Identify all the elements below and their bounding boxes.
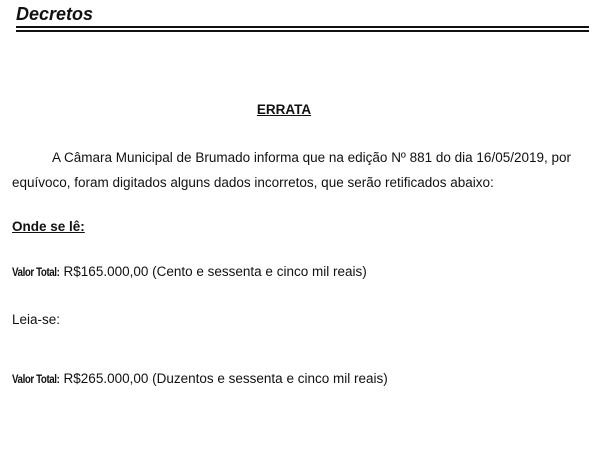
value-text: R$165.000,00 (Cento e sessenta e cinco mil reais) [63,264,367,279]
correct-value-line [12,371,388,386]
wrong-value-line [12,264,367,279]
paragraph-line-2: equívoco, foram digitados alguns dados incorretos, que serão retificados abaixo: [12,175,494,190]
onde-se-le-heading: Onde se lê: [12,219,85,234]
section-heading: Decretos [16,4,94,24]
heading-rule-thick [16,26,589,28]
leia-se-label: Leia-se: [12,312,61,327]
value-label: Valor Total: [12,374,60,386]
paragraph-line-1: A Câmara Municipal de Brumado informa que na edição Nº 881 do dia 16/05/2019, por [52,150,572,165]
value-label: Valor Total: [12,267,60,279]
value-text: R$265.000,00 (Duzentos e sessenta e cinco mil reais) [63,371,388,386]
heading-rule-thin [16,30,589,32]
document-title: ERRATA [256,102,312,117]
